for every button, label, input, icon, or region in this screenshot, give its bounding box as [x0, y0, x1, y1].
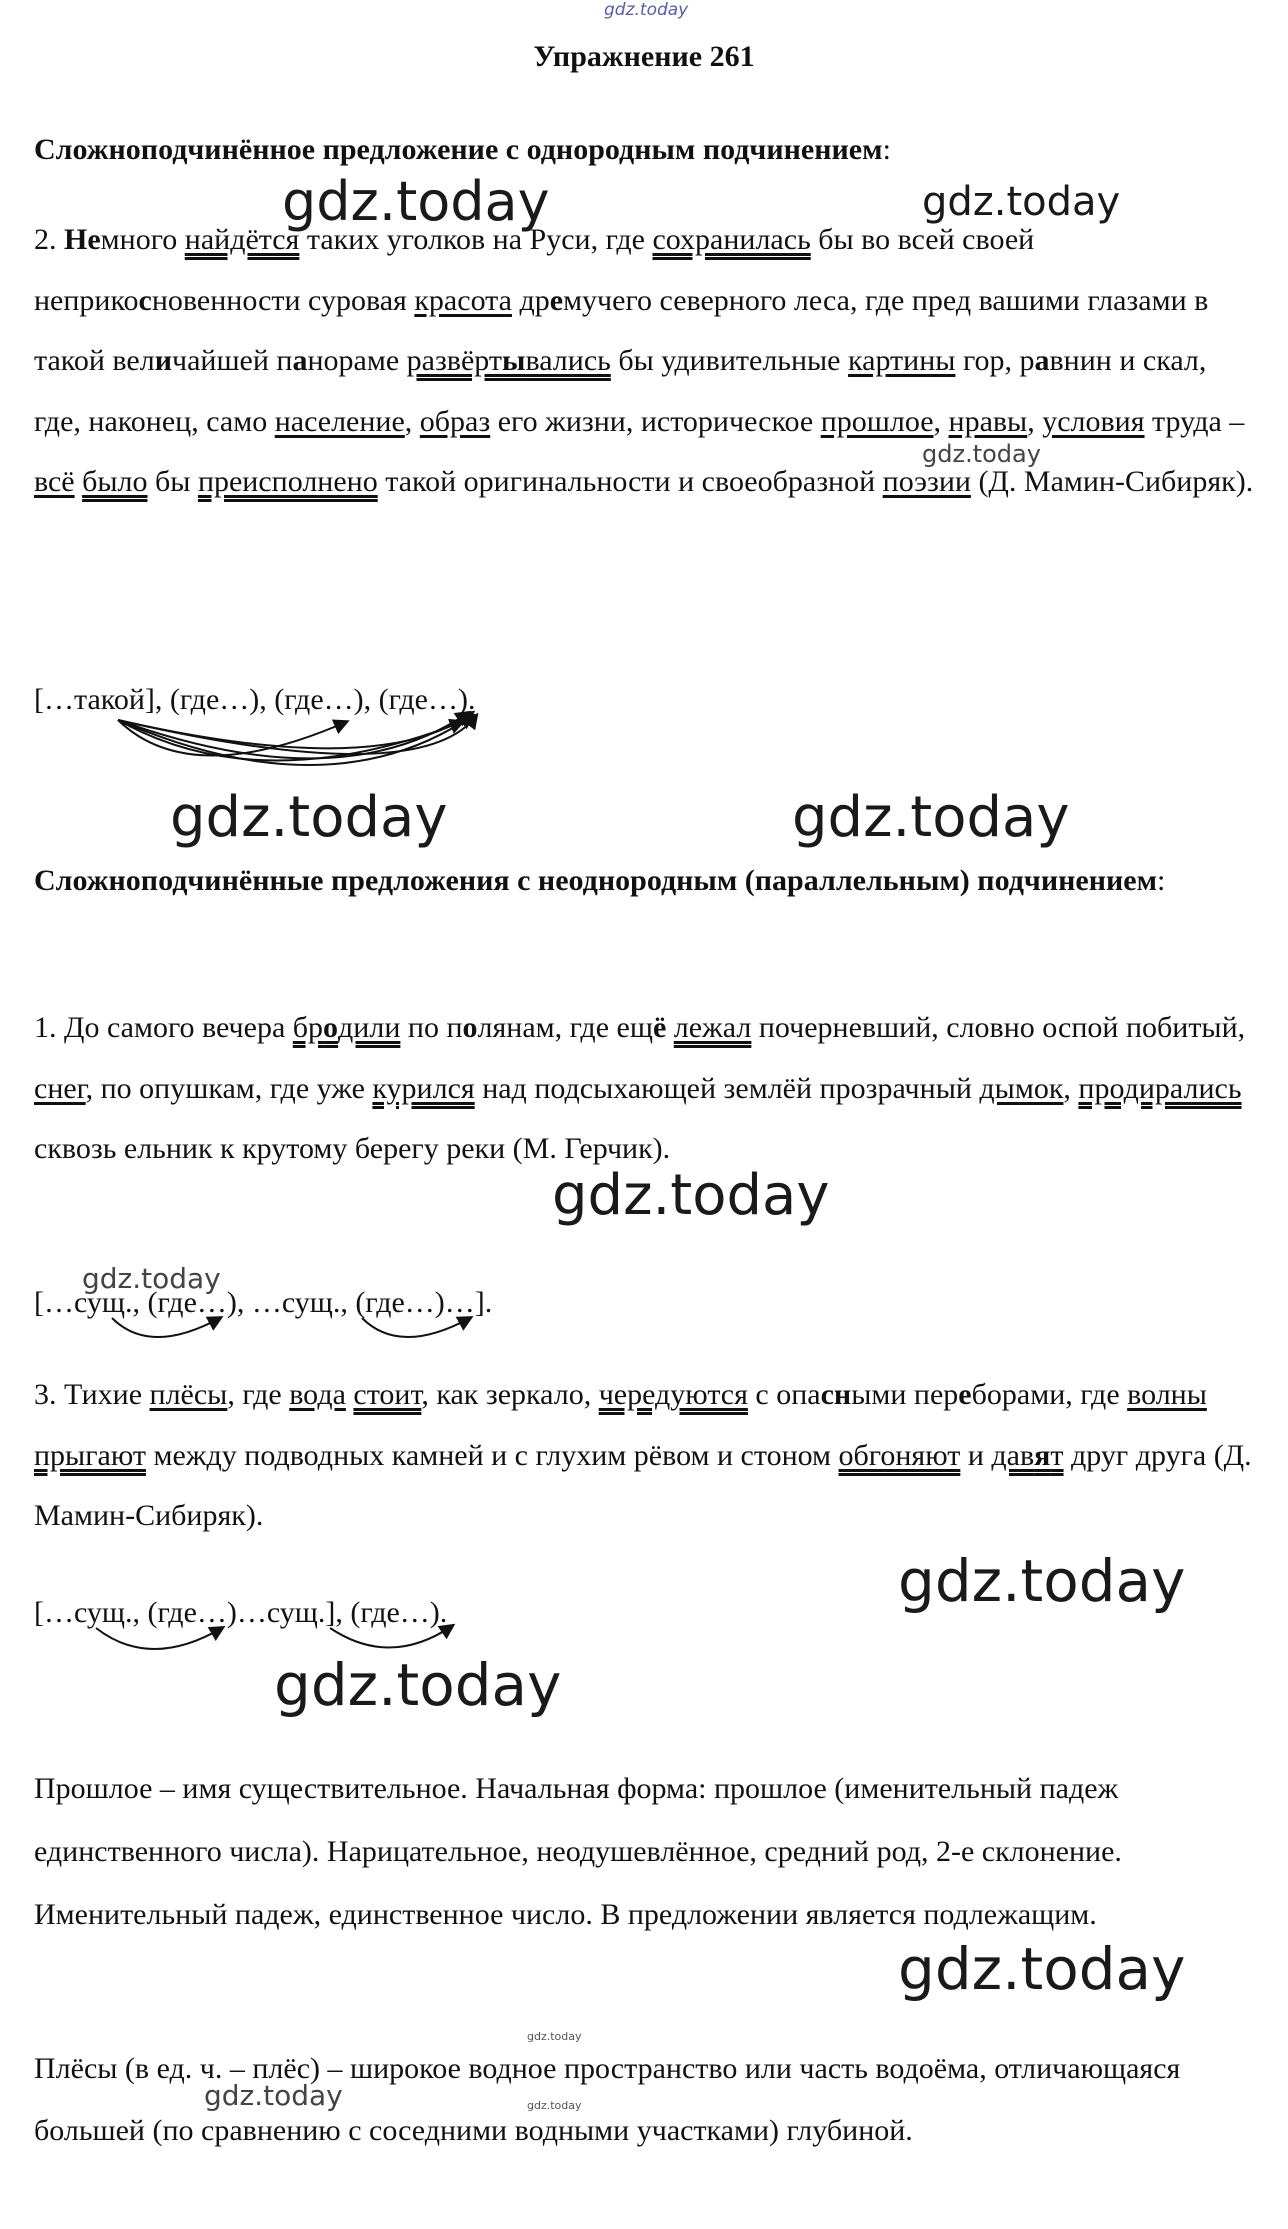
example-sentence: 2. Немного найдётся таких уголков на Руси, где сохранилась бы во всей своей неприкосновенности суровая красота дремучего северного леса, где пред вашими глазами в такой величайшей панораме развёртывались бы удивительные картины гор, равнин и скал, где, наконец, само население, образ его жизни, историческое прошлое, нравы, условия труда – всё было бы преисполнено такой оригинальности и своеобразной поэзии (Д. Мамин-Сибиряк). [34, 223, 1254, 498]
watermark: gdz.today [898, 1935, 1186, 2003]
sentence-scheme: […сущ., (где…)…сущ.], (где…). [34, 1596, 448, 1629]
watermark: gdz.today [527, 2030, 582, 2043]
morphology-note: Прошлое – имя существительное. Начальная форма: прошлое (именительный падеж единственного числа). Нарицательное, неодушевлённое, средний род, 2-е склонение. Именительный падеж, единственное число. В предложении является подлежащим. [34, 1772, 1122, 1931]
sentence-scheme: […сущ., (где…), …сущ., (где…)…]. [34, 1286, 493, 1319]
watermark: gdz.today [82, 1262, 221, 1295]
watermark: gdz.today [922, 440, 1041, 468]
watermark: gdz.today [792, 785, 1070, 850]
definition-note: Плёсы (в ед. ч. – плёс) – широкое водное пространство или часть водоёма, отличающаяся большей (по сравнению с соседними водными участками) глубиной. [34, 2052, 1181, 2147]
watermark: gdz.today [282, 170, 550, 233]
section-heading: Сложноподчинённые предложения с неоднородным (параллельным) подчинением: [34, 864, 1166, 897]
watermark: gdz.today [204, 2079, 343, 2112]
example-sentence: 3. Тихие плёсы, где вода стоит, как зеркало, чередуются с опасными переборами, где волны прыгают между подводных камней и с глухим рёвом и стоном обгоняют и давят друг друга (Д. Мамин-Сибиряк). [34, 1378, 1252, 1532]
example-sentence: 1. До самого вечера бродили по полянам, где ещё лежал почерневший, словно оспой побитый, снег, по опушкам, где уже курился над подсыхающей землёй прозрачный дымок, продирались сквозь ельник к крутому берегу реки (М. Герчик). [34, 1011, 1246, 1165]
sentence-scheme: […такой], (где…), (где…), (где…). [34, 683, 476, 716]
exercise-title: Упражнение 261 [533, 40, 755, 73]
watermark: gdz.today [898, 1547, 1186, 1615]
section-heading: Сложноподчинённое предложение с однородным подчинением: [34, 133, 891, 166]
watermark: gdz.today [170, 785, 448, 850]
watermark: gdz.today [922, 179, 1121, 225]
watermark: gdz.today [527, 2099, 582, 2112]
watermark: gdz.today [274, 1651, 562, 1719]
watermark: gdz.today [604, 0, 689, 20]
watermark: gdz.today [552, 1163, 830, 1228]
